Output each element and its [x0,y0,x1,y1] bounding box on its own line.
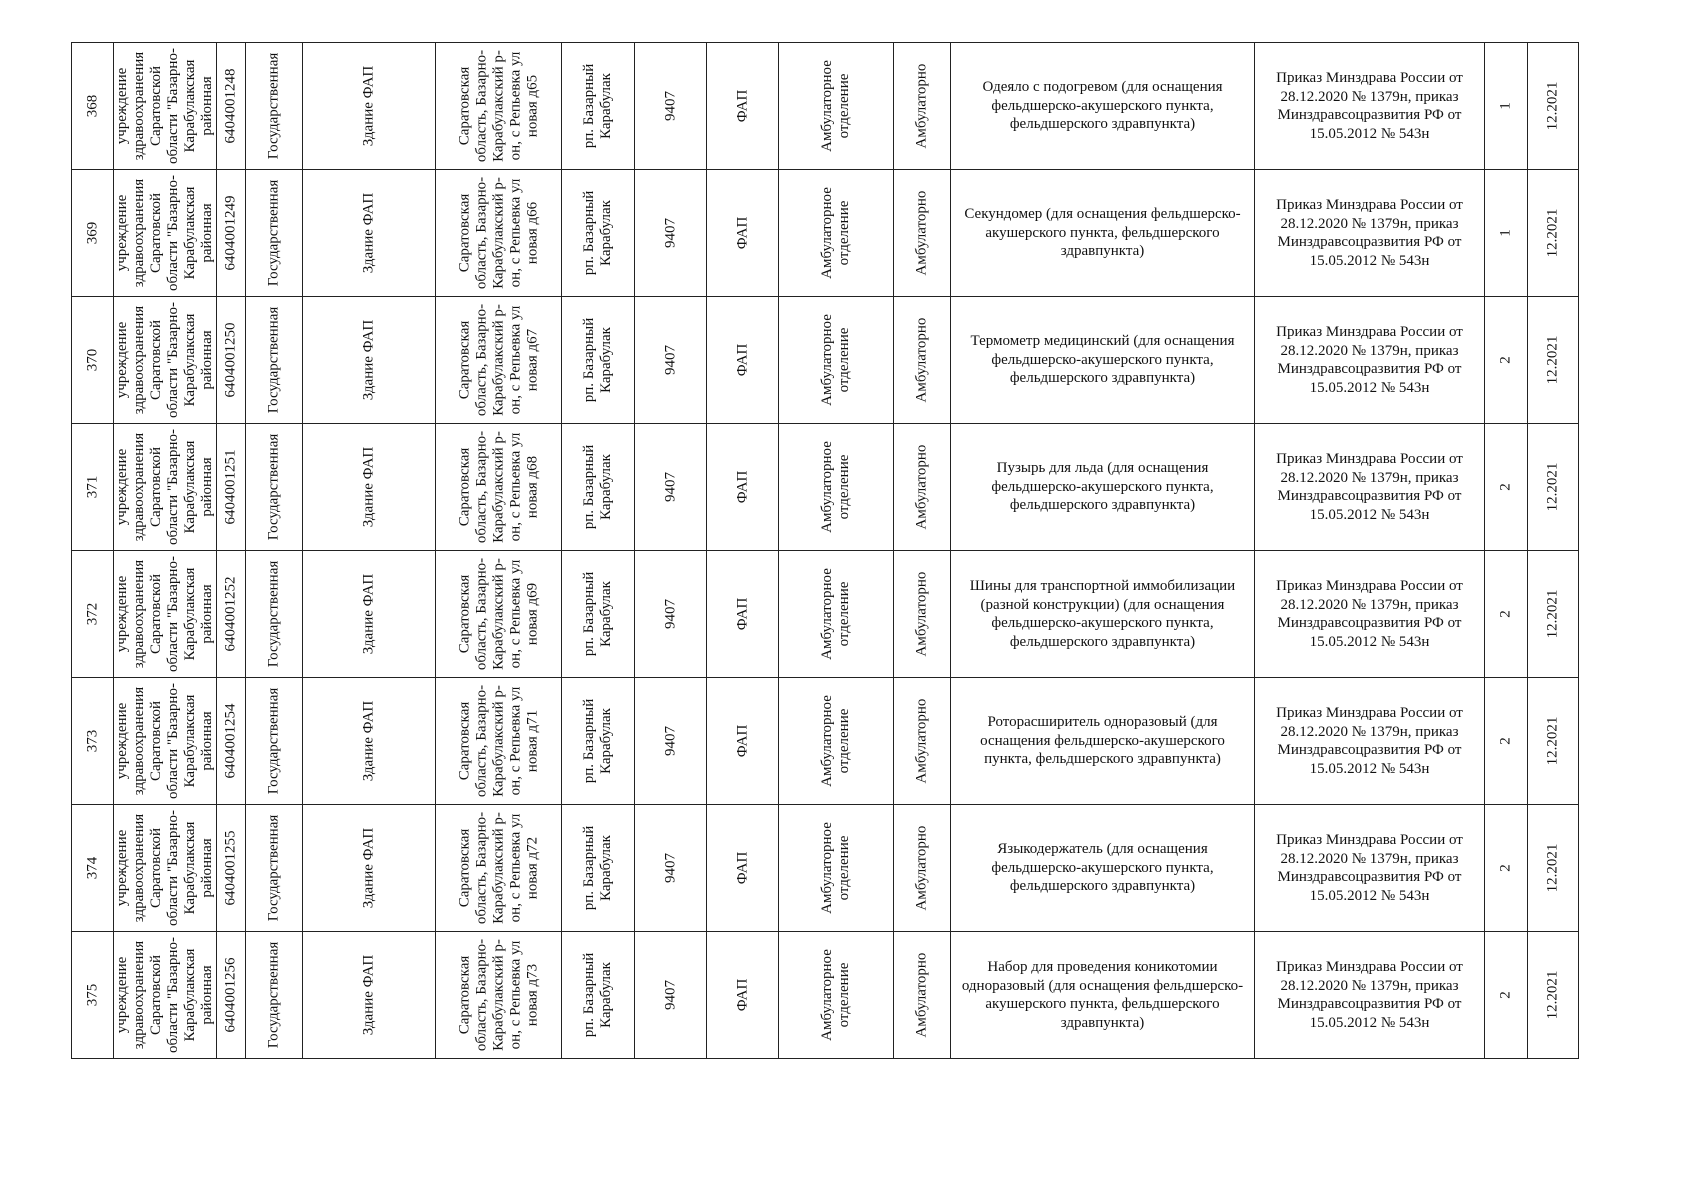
regulatory-order: Приказ Минздрава России от 28.12.2020 № 1379н, приказ Минздравсоцразвития РФ от 15.05.2012 № 543н [1276,705,1463,777]
inventory-number-cell [217,678,246,805]
row-number: 375 [84,983,100,1007]
row-number-cell [72,932,114,1059]
department: Амбулаторное отделение [819,60,852,152]
settlement: рп. Базарный Карабулак [581,571,614,657]
department-cell [779,678,894,805]
department-cell [779,170,894,297]
regulatory-order-cell [1255,297,1485,424]
row-number-cell [72,43,114,170]
organization-name: учреждение здравоохранения Саратовской области "Базарно-Карабулакская районная [114,48,215,164]
address: Саратовская область, Базарно-Карабулакский р-он, с Репьевка ул новая д65 [456,49,540,163]
unit-type: ФАП [734,978,750,1012]
department-cell [779,424,894,551]
settlement-cell [562,43,635,170]
building-name: Здание ФАП [360,573,377,655]
table-row [72,551,1579,678]
settlement: рп. Базарный Карабулак [581,698,614,784]
inventory-number-cell [217,805,246,932]
ownership-type: Государственная [265,179,282,287]
row-number: 373 [84,729,100,753]
building-name-cell [303,551,436,678]
regulatory-order: Приказ Минздрава России от 28.12.2020 № 1379н, приказ Минздравсоцразвития РФ от 15.05.2012 № 543н [1276,578,1463,650]
row-number: 368 [84,94,100,118]
building-name-cell [303,678,436,805]
due-date-cell [1528,43,1579,170]
care-type: Амбулаторно [913,444,930,530]
quantity: 2 [1497,356,1514,364]
unit-type: ФАП [734,851,750,885]
due-date: 12.2021 [1544,843,1561,893]
unit-type-cell [707,297,779,424]
organization-name: учреждение здравоохранения Саратовской области "Базарно-Карабулакская районная [114,810,215,926]
quantity: 2 [1497,991,1514,999]
inventory-number-cell [217,170,246,297]
inventory-number: 6404001249 [222,195,239,271]
regulatory-order: Приказ Минздрава России от 28.12.2020 № 1379н, приказ Минздравсоцразвития РФ от 15.05.2012 № 543н [1276,324,1463,396]
ownership-type-cell [246,43,303,170]
building-name: Здание ФАП [360,700,377,782]
table-row [72,297,1579,424]
code: 9407 [662,599,678,629]
ownership-type: Государственная [265,52,282,160]
regulatory-order: Приказ Минздрава России от 28.12.2020 № 1379н, приказ Минздравсоцразвития РФ от 15.05.2012 № 543н [1276,70,1463,142]
settlement-cell [562,424,635,551]
settlement-cell [562,805,635,932]
care-type: Амбулаторно [913,825,930,911]
code-cell [635,43,707,170]
ownership-type-cell [246,170,303,297]
organization-name-cell [114,170,217,297]
equipment-name-cell [951,170,1255,297]
organization-name-cell [114,678,217,805]
inventory-number-cell [217,932,246,1059]
organization-name-cell [114,424,217,551]
quantity-cell [1485,170,1528,297]
equipment-name: Набор для проведения коникотомии одноразовый (для оснащения фельдшерско-акушерского пункта, фельдшерского здравпункта) [961,959,1244,1031]
equipment-name-cell [951,43,1255,170]
due-date-cell [1528,297,1579,424]
row-number-cell [72,678,114,805]
department: Амбулаторное отделение [819,949,852,1041]
unit-type-cell [707,932,779,1059]
address: Саратовская область, Базарно-Карабулакский р-он, с Репьевка ул новая д68 [456,430,540,544]
ownership-type-cell [246,551,303,678]
department-cell [779,805,894,932]
quantity-cell [1485,297,1528,424]
table-row [72,805,1579,932]
equipment-name: Секундомер (для оснащения фельдшерско-акушерского пункта, фельдшерского здравпункта) [964,206,1241,260]
address-cell [436,932,562,1059]
address-cell [436,551,562,678]
table-row [72,43,1579,170]
table-row [72,424,1579,551]
regulatory-order-cell [1255,805,1485,932]
regulatory-order-cell [1255,932,1485,1059]
care-type: Амбулаторно [913,571,930,657]
code: 9407 [662,980,678,1010]
regulatory-order-cell [1255,170,1485,297]
building-name: Здание ФАП [360,827,377,909]
address: Саратовская область, Базарно-Карабулакский р-он, с Репьевка ул новая д67 [456,303,540,417]
ownership-type-cell [246,678,303,805]
unit-type-cell [707,678,779,805]
building-name: Здание ФАП [360,192,377,274]
ownership-type: Государственная [265,560,282,668]
quantity-cell [1485,551,1528,678]
quantity-cell [1485,805,1528,932]
equipment-name-cell [951,932,1255,1059]
equipment-name-cell [951,805,1255,932]
address: Саратовская область, Базарно-Карабулакский р-он, с Репьевка ул новая д71 [456,684,540,798]
code-cell [635,805,707,932]
ownership-type-cell [246,424,303,551]
address: Саратовская область, Базарно-Карабулакский р-он, с Репьевка ул новая д73 [456,938,540,1052]
quantity: 2 [1497,483,1514,491]
quantity-cell [1485,678,1528,805]
settlement-cell [562,170,635,297]
code: 9407 [662,218,678,248]
unit-type: ФАП [734,216,750,250]
ownership-type-cell [246,297,303,424]
care-type-cell [894,43,951,170]
ownership-type: Государственная [265,941,282,1049]
due-date-cell [1528,170,1579,297]
department: Амбулаторное отделение [819,441,852,533]
unit-type: ФАП [734,89,750,123]
due-date: 12.2021 [1544,335,1561,385]
equipment-name-cell [951,297,1255,424]
building-name-cell [303,424,436,551]
care-type: Амбулаторно [913,952,930,1038]
inventory-number: 6404001251 [222,449,239,525]
department-cell [779,43,894,170]
row-number: 372 [84,602,100,626]
unit-type: ФАП [734,597,750,631]
row-number-cell [72,170,114,297]
row-number-cell [72,805,114,932]
organization-name-cell [114,297,217,424]
due-date: 12.2021 [1544,716,1561,766]
equipment-name-cell [951,678,1255,805]
inventory-number-cell [217,551,246,678]
unit-type-cell [707,424,779,551]
ownership-type-cell [246,805,303,932]
regulatory-order: Приказ Минздрава России от 28.12.2020 № 1379н, приказ Минздравсоцразвития РФ от 15.05.2012 № 543н [1276,197,1463,269]
organization-name-cell [114,932,217,1059]
code-cell [635,932,707,1059]
inventory-number: 6404001252 [222,576,239,652]
settlement-cell [562,932,635,1059]
code: 9407 [662,853,678,883]
quantity: 1 [1497,229,1514,237]
building-name-cell [303,43,436,170]
care-type-cell [894,170,951,297]
settlement-cell [562,297,635,424]
inventory-number: 6404001248 [222,68,239,144]
row-number-cell [72,551,114,678]
department: Амбулаторное отделение [819,314,852,406]
care-type-cell [894,424,951,551]
equipment-table [71,42,1579,1059]
care-type: Амбулаторно [913,190,930,276]
ownership-type: Государственная [265,814,282,922]
inventory-number-cell [217,297,246,424]
quantity-cell [1485,424,1528,551]
settlement: рп. Базарный Карабулак [581,444,614,530]
settlement-cell [562,678,635,805]
inventory-number: 6404001256 [222,957,239,1033]
organization-name: учреждение здравоохранения Саратовской области "Базарно-Карабулакская районная [114,175,215,291]
department: Амбулаторное отделение [819,822,852,914]
building-name: Здание ФАП [360,319,377,401]
quantity: 2 [1497,610,1514,618]
building-name-cell [303,170,436,297]
regulatory-order-cell [1255,43,1485,170]
row-number-cell [72,297,114,424]
equipment-name: Одеяло с подогревом (для оснащения фельдшерско-акушерского пункта, фельдшерского здравпункта) [982,79,1223,133]
organization-name-cell [114,805,217,932]
code: 9407 [662,472,678,502]
care-type-cell [894,678,951,805]
ownership-type-cell [246,932,303,1059]
code-cell [635,551,707,678]
address: Саратовская область, Базарно-Карабулакский р-он, с Репьевка ул новая д66 [456,176,540,290]
address-cell [436,805,562,932]
settlement: рп. Базарный Карабулак [581,63,614,149]
due-date: 12.2021 [1544,462,1561,512]
address-cell [436,424,562,551]
ownership-type: Государственная [265,433,282,541]
due-date: 12.2021 [1544,970,1561,1020]
equipment-name: Языкодержатель (для оснащения фельдшерско-акушерского пункта, фельдшерского здравпункта) [991,841,1214,895]
care-type: Амбулаторно [913,63,930,149]
code-cell [635,170,707,297]
regulatory-order-cell [1255,551,1485,678]
address-cell [436,43,562,170]
due-date-cell [1528,805,1579,932]
department-cell [779,932,894,1059]
care-type-cell [894,805,951,932]
settlement: рп. Базарный Карабулак [581,190,614,276]
code: 9407 [662,345,678,375]
organization-name-cell [114,43,217,170]
department: Амбулаторное отделение [819,695,852,787]
address-cell [436,170,562,297]
care-type-cell [894,297,951,424]
quantity: 2 [1497,737,1514,745]
inventory-number: 6404001254 [222,703,239,779]
table-row [72,170,1579,297]
quantity: 1 [1497,102,1514,110]
unit-type-cell [707,170,779,297]
due-date-cell [1528,932,1579,1059]
code: 9407 [662,726,678,756]
organization-name: учреждение здравоохранения Саратовской области "Базарно-Карабулакская районная [114,302,215,418]
building-name-cell [303,932,436,1059]
code-cell [635,424,707,551]
equipment-name: Термометр медицинский (для оснащения фельдшерско-акушерского пункта, фельдшерского здравпункта) [970,333,1235,387]
inventory-number-cell [217,43,246,170]
code: 9407 [662,91,678,121]
quantity: 2 [1497,864,1514,872]
ownership-type: Государственная [265,306,282,414]
department-cell [779,551,894,678]
organization-name: учреждение здравоохранения Саратовской области "Базарно-Карабулакская районная [114,683,215,799]
equipment-name: Роторасширитель одноразовый (для оснащения фельдшерско-акушерского пункта, фельдшерского здравпункта) [980,714,1225,768]
settlement: рп. Базарный Карабулак [581,825,614,911]
settlement-cell [562,551,635,678]
organization-name: учреждение здравоохранения Саратовской области "Базарно-Карабулакская районная [114,429,215,545]
due-date-cell [1528,424,1579,551]
row-number: 371 [84,475,100,499]
inventory-number: 6404001255 [222,830,239,906]
address-cell [436,297,562,424]
due-date-cell [1528,551,1579,678]
quantity-cell [1485,43,1528,170]
department: Амбулаторное отделение [819,187,852,279]
address: Саратовская область, Базарно-Карабулакский р-он, с Репьевка ул новая д72 [456,811,540,925]
quantity-cell [1485,932,1528,1059]
regulatory-order-cell [1255,678,1485,805]
building-name: Здание ФАП [360,65,377,147]
organization-name-cell [114,551,217,678]
care-type: Амбулаторно [913,317,930,403]
table-row [72,932,1579,1059]
department: Амбулаторное отделение [819,568,852,660]
organization-name: учреждение здравоохранения Саратовской области "Базарно-Карабулакская районная [114,556,215,672]
regulatory-order: Приказ Минздрава России от 28.12.2020 № 1379н, приказ Минздравсоцразвития РФ от 15.05.2012 № 543н [1276,451,1463,523]
due-date: 12.2021 [1544,81,1561,131]
equipment-name-cell [951,551,1255,678]
organization-name: учреждение здравоохранения Саратовской области "Базарно-Карабулакская районная [114,937,215,1053]
ownership-type: Государственная [265,687,282,795]
address-cell [436,678,562,805]
department-cell [779,297,894,424]
care-type-cell [894,932,951,1059]
unit-type-cell [707,551,779,678]
row-number: 369 [84,221,100,245]
unit-type: ФАП [734,470,750,504]
building-name-cell [303,805,436,932]
care-type-cell [894,551,951,678]
unit-type: ФАП [734,724,750,758]
unit-type-cell [707,43,779,170]
row-number-cell [72,424,114,551]
regulatory-order-cell [1255,424,1485,551]
code-cell [635,297,707,424]
unit-type-cell [707,805,779,932]
equipment-name: Пузырь для льда (для оснащения фельдшерско-акушерского пункта, фельдшерского здравпункта) [991,460,1214,514]
due-date: 12.2021 [1544,208,1561,258]
inventory-number: 6404001250 [222,322,239,398]
row-number: 370 [84,348,100,372]
equipment-name: Шины для транспортной иммобилизации (разной конструкции) (для оснащения фельдшерско-акушерского пункта, фельдшерского здравпункта) [969,578,1236,650]
due-date: 12.2021 [1544,589,1561,639]
building-name: Здание ФАП [360,446,377,528]
table-row [72,678,1579,805]
row-number: 374 [84,856,100,880]
inventory-number-cell [217,424,246,551]
building-name-cell [303,297,436,424]
building-name: Здание ФАП [360,954,377,1036]
care-type: Амбулаторно [913,698,930,784]
equipment-name-cell [951,424,1255,551]
regulatory-order: Приказ Минздрава России от 28.12.2020 № 1379н, приказ Минздравсоцразвития РФ от 15.05.2012 № 543н [1276,832,1463,904]
due-date-cell [1528,678,1579,805]
address: Саратовская область, Базарно-Карабулакский р-он, с Репьевка ул новая д69 [456,557,540,671]
regulatory-order: Приказ Минздрава России от 28.12.2020 № 1379н, приказ Минздравсоцразвития РФ от 15.05.2012 № 543н [1276,959,1463,1031]
unit-type: ФАП [734,343,750,377]
settlement: рп. Базарный Карабулак [581,952,614,1038]
settlement: рп. Базарный Карабулак [581,317,614,403]
code-cell [635,678,707,805]
